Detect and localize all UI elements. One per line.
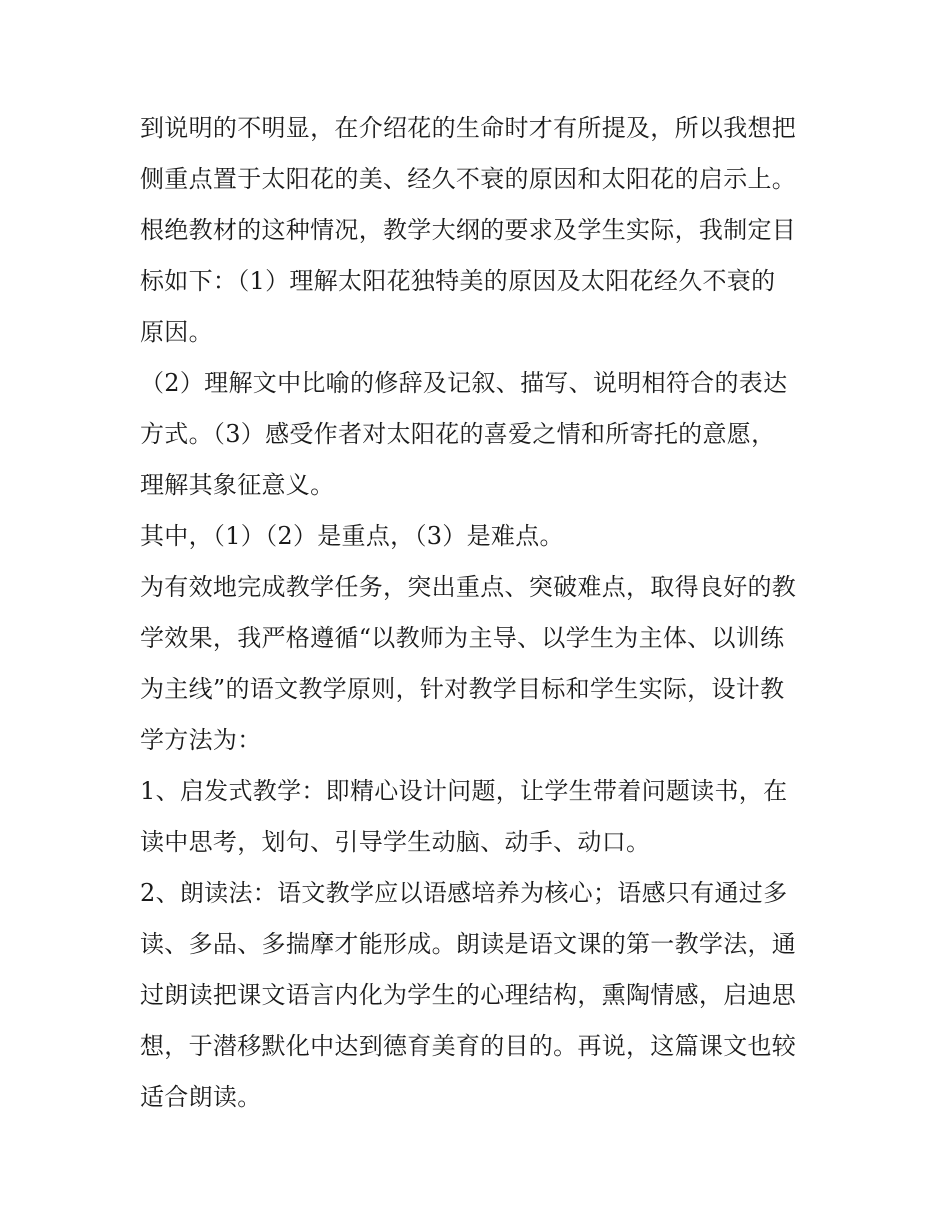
text-line: 为主线”的语文教学原则，针对教学目标和学生实际，设计教 [140,675,785,703]
text-line: 1、启发式教学：即精心设计问题，让学生带着问题读书，在 [140,777,788,805]
text-line: 方式。（3）感受作者对太阳花的喜爱之情和所寄托的意愿， [140,420,776,448]
text-line: 读、多品、多揣摩才能形成。朗读是语文课的第一教学法，通 [140,930,797,958]
text-line: 侧重点置于太阳花的美、经久不衰的原因和太阳花的启示上。 [140,165,797,193]
text-line: 适合朗读。 [140,1083,262,1111]
body-text [140,103,820,1123]
text-line: 2、朗读法：语文教学应以语感培养为核心；语感只有通过多 [140,879,788,907]
text-line: 理解其象征意义。 [140,471,335,499]
text-line: 根绝教材的这种情况，教学大纲的要求及学生实际，我制定目 [140,216,797,244]
text-line: 读中思考，划句、引导学生动脑、动手、动口。 [140,828,651,856]
text-line: 过朗读把课文语言内化为学生的心理结构，熏陶情感，启迪思 [140,981,797,1009]
text-line: 学方法为： [140,726,262,754]
text-line: 标如下：（1）理解太阳花独特美的原因及太阳花经久不衰的 [140,267,776,295]
text-line: 原因。 [140,318,213,346]
text-line: （2）理解文中比喻的修辞及记叙、描写、说明相符合的表达 [140,369,788,397]
text-line: 学效果，我严格遵循“以教师为主导、以学生为主体、以训练 [140,624,785,652]
text-line: 想，于潜移默化中达到德育美育的目的。再说，这篇课文也较 [140,1032,797,1060]
text-line: 为有效地完成教学任务，突出重点、突破难点，取得良好的教 [140,573,797,601]
text-line: 到说明的不明显，在介绍花的生命时才有所提及，所以我想把 [140,114,797,142]
text-line: 其中，（1）（2）是重点，（3）是难点。 [140,522,564,550]
